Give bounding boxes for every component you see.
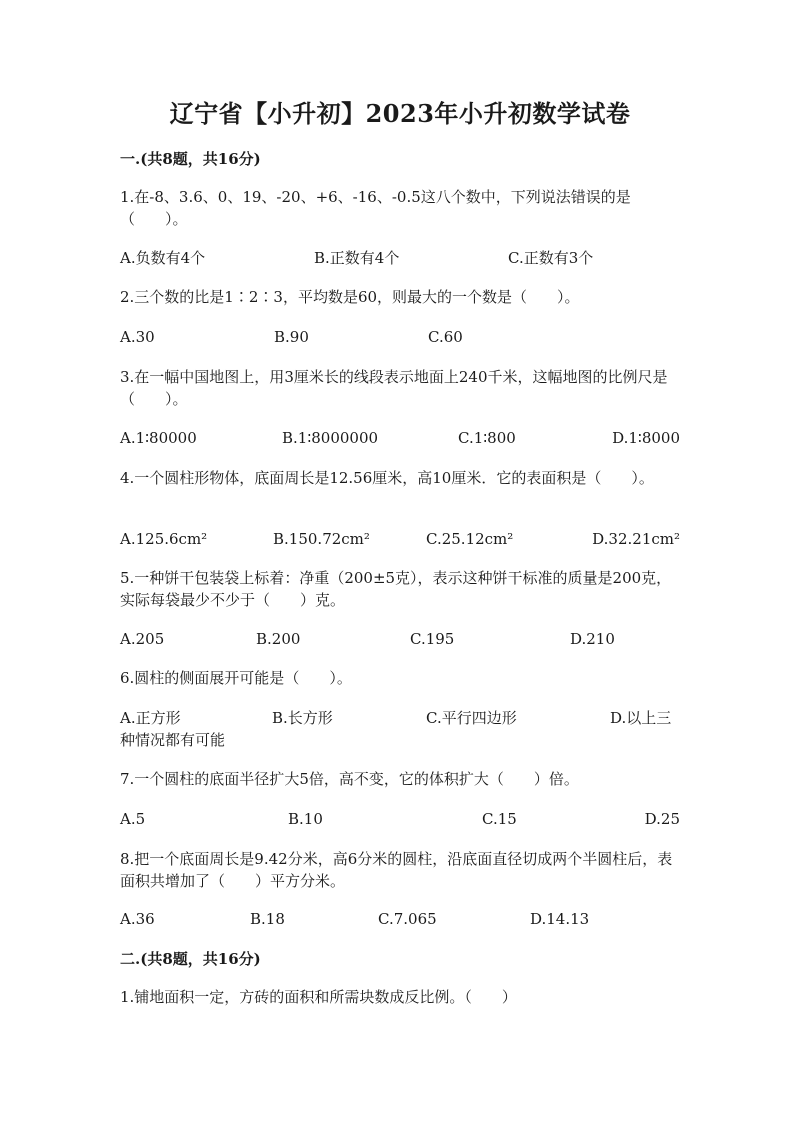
question-2-text: 2.三个数的比是1∶2∶3，平均数是60，则最大的一个数是（ ）。 <box>120 288 580 306</box>
question-1-text: 1.在-8、3.6、0、19、-20、+6、-16、-0.5这八个数中，下列说法错误的是（ ）。 <box>120 188 631 228</box>
question-5-text: 5.一种饼干包装袋上标着：净重（200±5克），表示这种饼干标准的质量是200克，实际每袋最少不少于（ ）克。 <box>120 569 672 609</box>
question-4-text: 4.一个圆柱形物体，底面周长是12.56厘米，高10厘米．它的表面积是（ ）。 <box>120 469 654 487</box>
question-7-option-b[interactable]: B.10 <box>288 810 323 828</box>
question-8-option-d[interactable]: D.14.13 <box>530 910 590 928</box>
question-4-option-d[interactable]: D.32.21cm² <box>592 530 680 548</box>
question-8-option-a[interactable]: A.36 <box>120 910 155 928</box>
question-6-option-b[interactable]: B.长方形 <box>272 709 333 727</box>
question-3-option-d[interactable]: D.1∶8000 <box>612 429 680 447</box>
question-3-options <box>120 427 680 449</box>
question-4-option-c[interactable]: C.25.12cm² <box>426 530 514 548</box>
exam-title: 辽宁省【小升初】2023年小升初数学试卷 <box>169 99 631 128</box>
question-6-options <box>120 707 680 751</box>
question-2-options <box>120 326 680 348</box>
question-6-option-d[interactable]: D.以上三种情况都有可能 <box>120 709 672 749</box>
true-false-question-1-text: 1.铺地面积一定，方砖的面积和所需块数成反比例。（ ） <box>120 988 517 1006</box>
question-5-option-a[interactable]: A.205 <box>120 630 165 648</box>
question-3-option-a[interactable]: A.1∶80000 <box>120 429 197 447</box>
question-8-option-c[interactable]: C.7.065 <box>378 910 437 928</box>
question-7-options <box>120 808 680 830</box>
question-8-text: 8.把一个底面周长是9.42分米，高6分米的圆柱，沿底面直径切成两个半圆柱后，表面积共增加了（ ）平方分米。 <box>120 850 673 890</box>
question-5-options <box>120 628 680 650</box>
question-1-option-b[interactable]: B.正数有4个 <box>314 249 400 267</box>
question-2-option-c[interactable]: C.60 <box>428 328 463 346</box>
question-7-text: 7.一个圆柱的底面半径扩大5倍，高不变，它的体积扩大（ ）倍。 <box>120 770 579 788</box>
question-2-option-b[interactable]: B.90 <box>274 328 309 346</box>
question-7-option-a[interactable]: A.5 <box>120 810 146 828</box>
question-3-text: 3.在一幅中国地图上，用3厘米长的线段表示地面上240千米，这幅地图的比例尺是（ ）。 <box>120 368 668 408</box>
question-6-text: 6.圆柱的侧面展开可能是（ ）。 <box>120 669 352 687</box>
question-5-option-b[interactable]: B.200 <box>256 630 301 648</box>
question-5-option-d[interactable]: D.210 <box>570 630 615 648</box>
question-8-options <box>120 908 680 930</box>
question-4-option-a[interactable]: A.125.6cm² <box>120 530 208 548</box>
question-3-option-c[interactable]: C.1∶800 <box>458 429 516 447</box>
question-1-option-c[interactable]: C.正数有3个 <box>508 249 594 267</box>
question-3-option-b[interactable]: B.1∶8000000 <box>282 429 379 447</box>
question-6-option-a[interactable]: A.正方形 <box>120 709 181 727</box>
question-1-options <box>120 247 680 269</box>
question-2-option-a[interactable]: A.30 <box>120 328 155 346</box>
section-2-heading: 二.(共8题，共16分) <box>120 950 261 968</box>
question-7-option-c[interactable]: C.15 <box>482 810 517 828</box>
question-1-option-a[interactable]: A.负数有4个 <box>120 249 206 267</box>
section-1-heading: 一.(共8题，共16分) <box>120 150 261 168</box>
question-7-option-d[interactable]: D.25 <box>644 810 680 828</box>
question-4-option-b[interactable]: B.150.72cm² <box>273 530 370 548</box>
question-8-option-b[interactable]: B.18 <box>250 910 285 928</box>
question-5-option-c[interactable]: C.195 <box>410 630 455 648</box>
question-4-options <box>120 528 680 550</box>
question-6-option-c[interactable]: C.平行四边形 <box>426 709 517 727</box>
